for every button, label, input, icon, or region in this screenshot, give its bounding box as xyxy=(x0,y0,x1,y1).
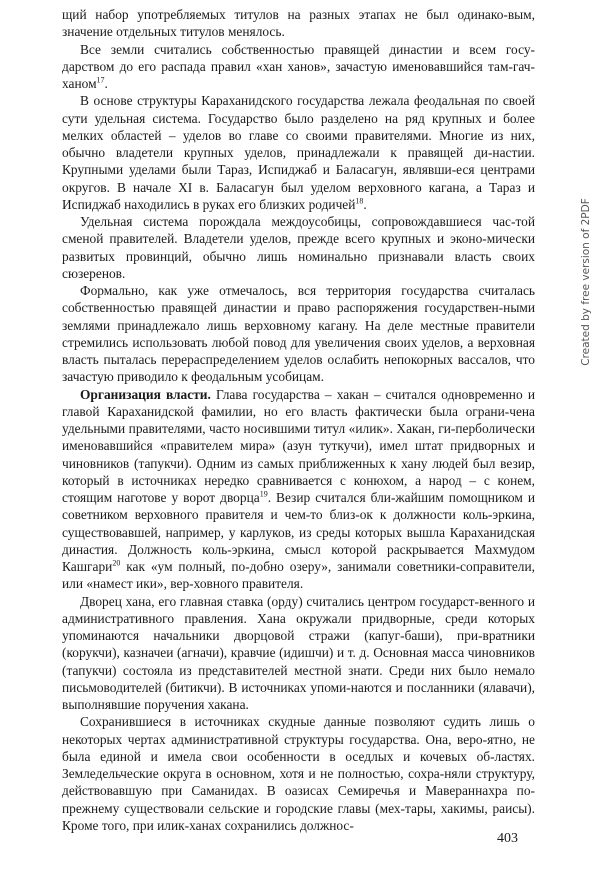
page-body xyxy=(62,6,535,834)
watermark: Created by free version of 2PDF xyxy=(580,198,592,366)
paragraph-4: Удельная система порождала междоусобицы, сопровождавшиеся час-той сменой правителей. Владетели уделов, прежде всего крупных и эконо-мически развитых провинций, обычно лишь номинально признавали власть своих сюзеренов. xyxy=(62,214,535,281)
footnote-marker: 18 xyxy=(355,196,364,206)
paragraph-6: Организация власти. Глава государства – хакан – считался одновременно и главой Караханидской фамилии, но его власть фактически была ограни-чена удельными правителями, часто носившими титул «илик». Хакан, ги-перболически именовавшийся «правителем мира» (азун туткучи), имел штат придворных и чиновников (тапукчи). Одним из самых приближенных к хану людей был везир, который в источниках нередко сравнивается с конюхом, а народ – с конем, стоящим наготове у ворот дворца$^{19}$. Везир считался бли-жайшим помощником и советником верховного правителя и чем-то близ-ок к должности коль-эркина, существовавшей, например, у карлуков, из среды которых вышла Караханидская династия. Должность коль-эркина, смысл которой раскрывается Махмудом Кашгари$^{20}$ как «ум полный, по-добно озеру», занимали советники-соправители, или «намест ики», вер-ховного правителя. xyxy=(62,386,536,592)
section-heading: Организация власти. xyxy=(80,386,211,402)
paragraph-3: В основе структуры Караханидского государства лежала феодальная по своей сути удельная система. Государство было разделено на ряд крупных и более мелких областей – уделов во главе со своими правителями. Многие из них, обычно владетели крупных уделов, принадлежали к правящей ди-настии. Крупными уделами были Тараз, Испиджаб и Баласагун, являвши-еся центрами округов. В начале XI в. Баласагун был уделом верховного кагана, а Тараз и Испиджаб находились в руках его близких родичей$^{18}$. xyxy=(62,93,535,212)
paragraph-1: щий набор употребляемых титулов на разных этапах не был одинако-вым, значение отдельных титулов менялось. xyxy=(62,7,535,40)
footnote-marker: 20 xyxy=(112,558,121,568)
page-number: 403 xyxy=(497,831,518,846)
paragraph-8: Сохранившиеся в источниках скудные данные позволяют судить лишь о некоторых чертах административной структуры государства. Она, веро-ятно, не была единой и имела свои особенности в оседлых и кочевых об-ластях. Земледельческие округа в основном, хотя и не полностью, сохра-няли структуру, действовавшую при Саманидах. В оазисах Семиречья и Мавераннахра по-прежнему существовали сельские и городские главы (мех-тары, хакимы, раисы). Кроме того, при илик-ханах сохранились должнос- xyxy=(62,714,535,833)
footnote-marker: 19 xyxy=(259,489,268,499)
paragraph-2: Все земли считались собственностью правящей династии и всем госу-дарством до его распада правил «хан ханов», зачастую именовавшийся там-гач-ханом$^{17}$. xyxy=(62,41,535,91)
paragraph-7: Дворец хана, его главная ставка (орду) считались центром государст-венного и административного правления. Хана окружали придворные, среди которых упоминаются начальники дворцовой стражи (капуг-баши), при-вратники (корукчи), казначеи (агначи), кравчие (идишчи) и т. д. Основная масса чиновников (тапукчи) состояла из представителей местной знати. Среди них было немало письмоводителей (битикчи). В источниках упоми-наются и посланники (ялавачи), выполнявшие поручения хакана. xyxy=(62,593,535,712)
paragraph-5: Формально, как уже отмечалось, вся территория государства считалась собственностью правящей династии и право распоряжения государствен-ными землями принадлежало лишь верховному кагану. На деле местные правители стремились использовать любой повод для увеличения своих уделов, а верховная власть пыталась перераспределением уделов ослабить непокорных вассалов, что зачастую приводило к феодальным усобицам. xyxy=(62,283,535,385)
footnote-marker: 17 xyxy=(96,75,105,85)
